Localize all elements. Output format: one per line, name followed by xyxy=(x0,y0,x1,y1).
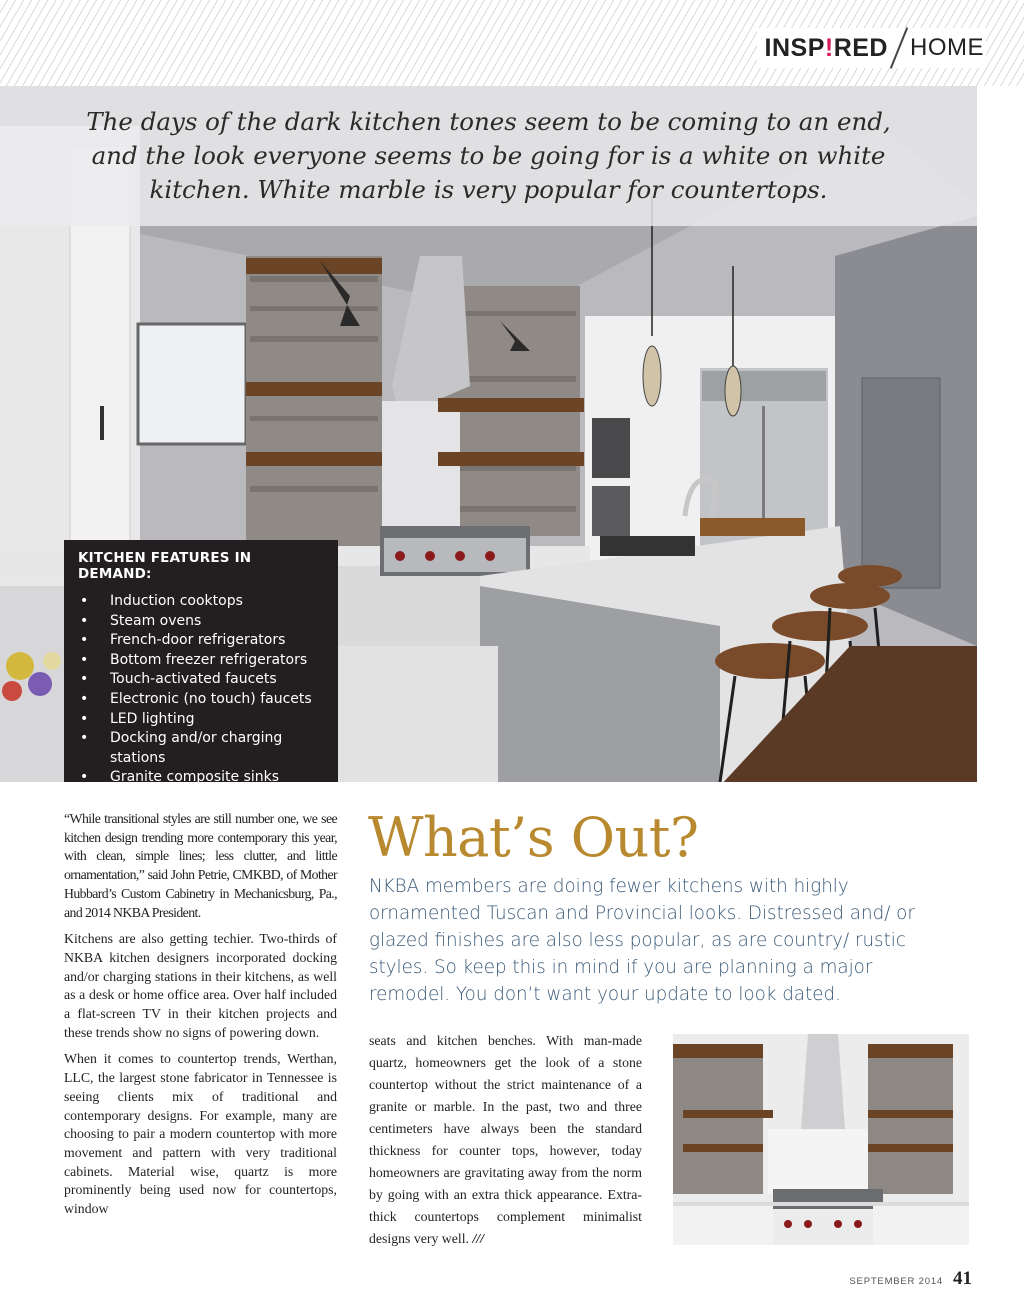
bullet-icon: • xyxy=(80,632,89,649)
magazine-brand xyxy=(757,28,986,68)
features-list-item xyxy=(78,631,324,651)
brand-logo-suffix: RED xyxy=(833,33,888,62)
features-item-label: Granite composite sinks xyxy=(110,769,280,786)
hero-caption-band xyxy=(0,86,977,226)
features-list-item xyxy=(78,768,324,788)
article-paragraph: Kitchens are also getting techier. Two-thirds of NKBA kitchen designers incorporated docking and/or charging stations in their kitchens, as well as a desk or home office area. Over half included a flat-screen TV in their kitchen projects and these trends show no signs of powering down. xyxy=(64,931,337,1040)
features-box xyxy=(64,540,338,786)
features-list xyxy=(78,592,324,788)
kitchen-thumbnail-photo xyxy=(673,1034,969,1245)
article-paragraph: When it comes to countertop trends, Werthan, LLC, the largest stone fabricator in Tennessee is seeing clients mix of traditional and contemporary designs. For example, many are choosing to pair a modern countertop with more movement and pattern with very traditional cabinets. Material wise, quartz is more prominently being used now for countertops, window xyxy=(64,1051,337,1217)
features-item-label: LED lighting xyxy=(110,710,195,727)
bullet-icon: • xyxy=(80,612,89,629)
brand-divider xyxy=(890,27,908,69)
bullet-icon: • xyxy=(80,651,89,668)
section-headline: What’s Out? xyxy=(368,806,699,869)
features-item-label: Steam ovens xyxy=(110,612,202,629)
brand-logo xyxy=(765,34,888,63)
features-item-label: Touch-activated faucets xyxy=(110,671,277,688)
article-left-column xyxy=(64,810,337,1227)
page-number: 41 xyxy=(953,1268,972,1289)
section-deck: NKBA members are doing fewer kitchens with highly ornamented Tuscan and Provincial looks. Distressed and/ or glazed finishes are also less popular, as are country/ rustic styles. So keep this in mind if you are planning a major remodel. You don’t want your update to look dated. xyxy=(369,876,915,1005)
features-item-label: Electronic (no touch) faucets xyxy=(110,690,312,707)
features-list-item xyxy=(78,690,324,710)
end-mark-icon: /// xyxy=(472,1231,484,1246)
article-paragraph: seats and kitchen benches. With man-made quartz, homeowners get the look of a stone countertop without the strict maintenance of a granite or marble. In the past, two and three centimeters have always been the standard thickness for counter tops, however, today homeowners are gravitating away from the norm by going with an extra thick appearance. Extra-thick countertops complement minimalist designs very well. xyxy=(369,1033,642,1246)
bullet-icon: • xyxy=(80,671,89,688)
issue-date: SEPTEMBER 2014 xyxy=(849,1276,943,1287)
article-paragraph: “While transitional styles are still number one, we see kitchen design trending more contemporary this year, with clean, simple lines; less clutter, and little ornamentation,” said John Petrie, CMKBD, of Mother Hubbard’s Custom Cabinetry in Mechanicsburg, Pa., and 2014 NKBA President. xyxy=(64,811,337,920)
features-item-label: French-door refrigerators xyxy=(110,632,286,649)
section-label: HOME xyxy=(910,34,984,61)
features-list-item xyxy=(78,612,324,632)
features-list-item xyxy=(78,651,324,671)
bullet-icon: • xyxy=(80,690,89,707)
bullet-icon: • xyxy=(80,730,89,747)
bullet-icon: • xyxy=(80,769,89,786)
features-list-item xyxy=(78,710,324,730)
features-item-label: Bottom freezer refrigerators xyxy=(110,651,308,668)
article-mid-column xyxy=(369,1030,642,1250)
hero-caption: The days of the dark kitchen tones seem to be coming to an end, and the look everyone seems to be going for is a white on white kitchen. White marble is very popular for countertops. xyxy=(86,107,891,204)
brand-logo-prefix: INSP xyxy=(764,33,825,62)
bullet-icon: • xyxy=(80,593,89,609)
thumbnail-illustration xyxy=(673,1034,969,1245)
features-title: KITCHEN FEATURES IN DEMAND: xyxy=(78,550,252,582)
features-list-item xyxy=(78,592,324,612)
page-footer xyxy=(849,1268,972,1290)
features-item-label: Induction cooktops xyxy=(110,593,243,609)
features-item-label: Docking and/or charging stations xyxy=(110,730,283,766)
features-list-item xyxy=(78,670,324,690)
bullet-icon: • xyxy=(80,710,89,727)
brand-logo-bang: ! xyxy=(824,33,834,62)
features-list-item xyxy=(78,729,324,768)
